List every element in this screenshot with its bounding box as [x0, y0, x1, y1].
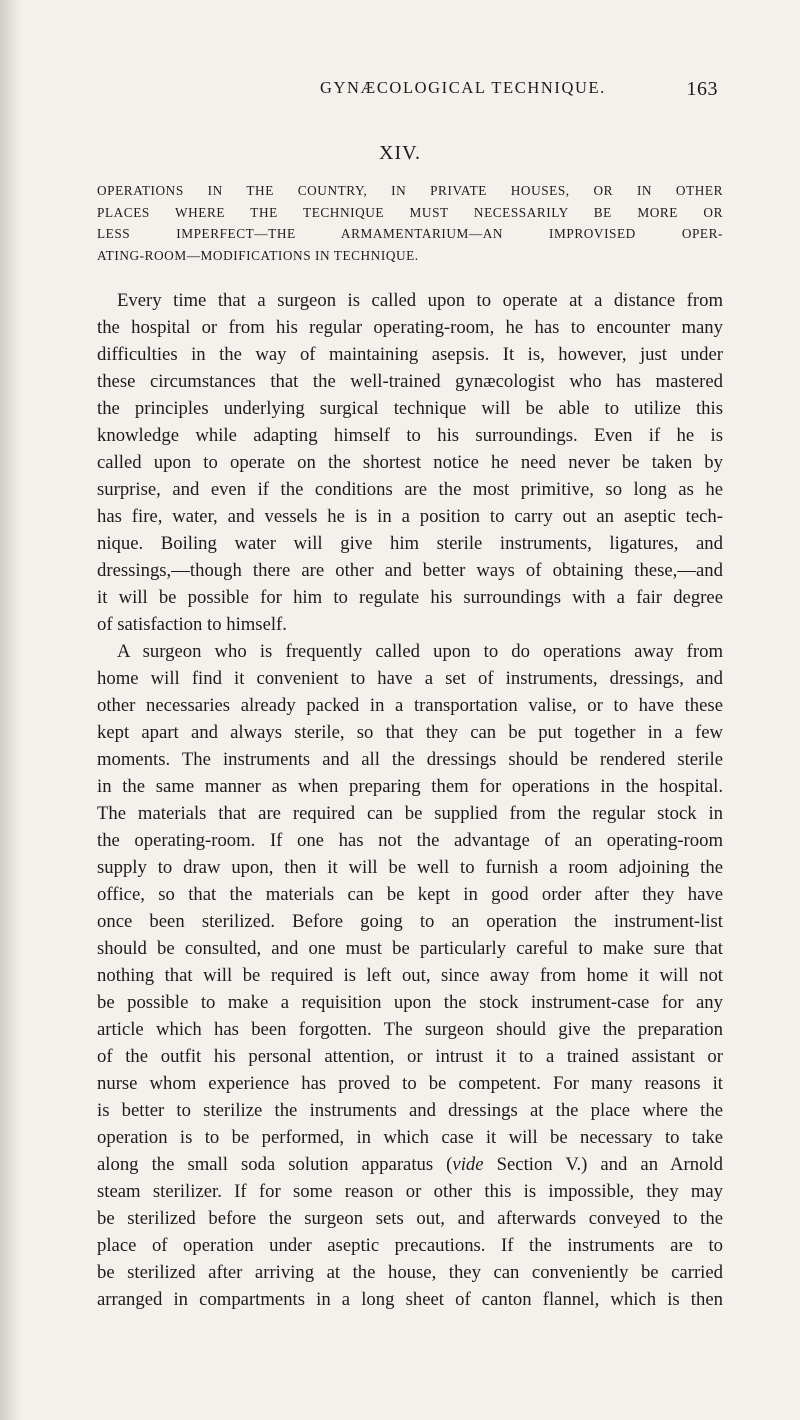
body-line: called upon to operate on the shortest notice he need never be taken by — [97, 452, 723, 473]
body-line: once been sterilized. Before going to an operation the instrument-list — [97, 911, 723, 932]
body-line: kept apart and always sterile, so that they can be put together in a few — [97, 722, 723, 743]
body-line: steam sterilizer. If for some reason or other this is impossible, they may — [97, 1181, 723, 1202]
page-gutter-shadow — [0, 0, 22, 1420]
chapter-title — [97, 180, 723, 266]
chapter-title-line: LESS IMPERFECT—THE ARMAMENTARIUM—AN IMPROVISED OPER- — [97, 226, 723, 241]
body-line: supply to draw upon, then it will be well to furnish a room adjoining the — [97, 857, 723, 878]
chapter-title-line: PLACES WHERE THE TECHNIQUE MUST NECESSARILY BE MORE OR — [97, 204, 723, 220]
body-line: The materials that are required can be supplied from the regular stock in — [97, 803, 723, 824]
body-line: has fire, water, and vessels he is in a position to carry out an aseptic tech- — [97, 506, 723, 527]
body-line: of satisfaction to himself. — [97, 614, 287, 635]
body-line: difficulties in the way of maintaining asepsis. It is, however, just under — [97, 344, 723, 365]
body-line: the operating-room. If one has not the advantage of an operating-room — [97, 830, 723, 851]
body-line: operation is to be performed, in which case it will be necessary to take — [97, 1127, 723, 1148]
body-line: home will find it convenient to have a set of instruments, dressings, and — [97, 668, 723, 689]
body-line: place of operation under aseptic precautions. If the instruments are to — [97, 1235, 723, 1256]
body-line: the principles underlying surgical technique will be able to utilize this — [97, 398, 723, 419]
body-line: be possible to make a requisition upon the stock instrument-case for any — [97, 992, 723, 1013]
body-line: it will be possible for him to regulate his surroundings with a fair degree — [97, 587, 723, 608]
body-line: knowledge while adapting himself to his surroundings. Even if he is — [97, 425, 723, 446]
body-line: arranged in compartments in a long sheet of canton flannel, which is then — [97, 1289, 723, 1310]
body-line: nurse whom experience has proved to be competent. For many reasons it — [97, 1073, 723, 1094]
italic-vide: vide — [452, 1154, 484, 1175]
body-line: surprise, and even if the conditions are the most primitive, so long as he — [97, 479, 723, 500]
body-line: other necessaries already packed in a transportation valise, or to have these — [97, 695, 723, 716]
body-text — [97, 287, 723, 1313]
body-line: the hospital or from his regular operating-room, he has to encounter many — [97, 317, 723, 338]
running-head-title: GYNÆCOLOGICAL TECHNIQUE. — [320, 78, 606, 97]
body-line: of the outfit his personal attention, or intrust it to a trained assistant or — [97, 1046, 723, 1067]
body-line: article which has been forgotten. The surgeon should give the preparation — [97, 1019, 723, 1040]
body-line: nothing that will be required is left out, since away from home it will not — [97, 965, 723, 986]
body-line: office, so that the materials can be kept in good order after they have — [97, 884, 723, 905]
page-number: 163 — [686, 78, 718, 100]
body-line: should be consulted, and one must be particularly careful to make sure that — [97, 938, 723, 959]
body-line: in the same manner as when preparing them for operations in the hospital. — [97, 776, 723, 797]
body-line: is better to sterilize the instruments and dressings at the place where the — [97, 1100, 723, 1121]
body-line: be sterilized after arriving at the house, they can conveniently be carried — [97, 1262, 723, 1283]
body-line: along the small soda solution apparatus (vide Section V.) and an Arnold — [97, 1154, 723, 1175]
chapter-title-line: ATING-ROOM—MODIFICATIONS IN TECHNIQUE. — [97, 247, 419, 263]
body-line: these circumstances that the well-trained gynæcologist who has mastered — [97, 371, 723, 392]
body-line: dressings,—though there are other and better ways of obtaining these,—and — [97, 560, 723, 581]
chapter-number: XIV. — [379, 142, 421, 164]
body-line: nique. Boiling water will give him sterile instruments, ligatures, and — [97, 533, 723, 554]
body-line: moments. The instruments and all the dressings should be rendered sterile — [97, 749, 723, 770]
body-line: Every time that a surgeon is called upon to operate at a distance from — [117, 290, 723, 311]
chapter-title-line: OPERATIONS IN THE COUNTRY, IN PRIVATE HOUSES, OR IN OTHER — [97, 183, 723, 198]
running-head — [0, 78, 800, 104]
body-line: be sterilized before the surgeon sets out, and afterwards conveyed to the — [97, 1208, 723, 1229]
body-line: A surgeon who is frequently called upon to do operations away from — [117, 641, 723, 662]
